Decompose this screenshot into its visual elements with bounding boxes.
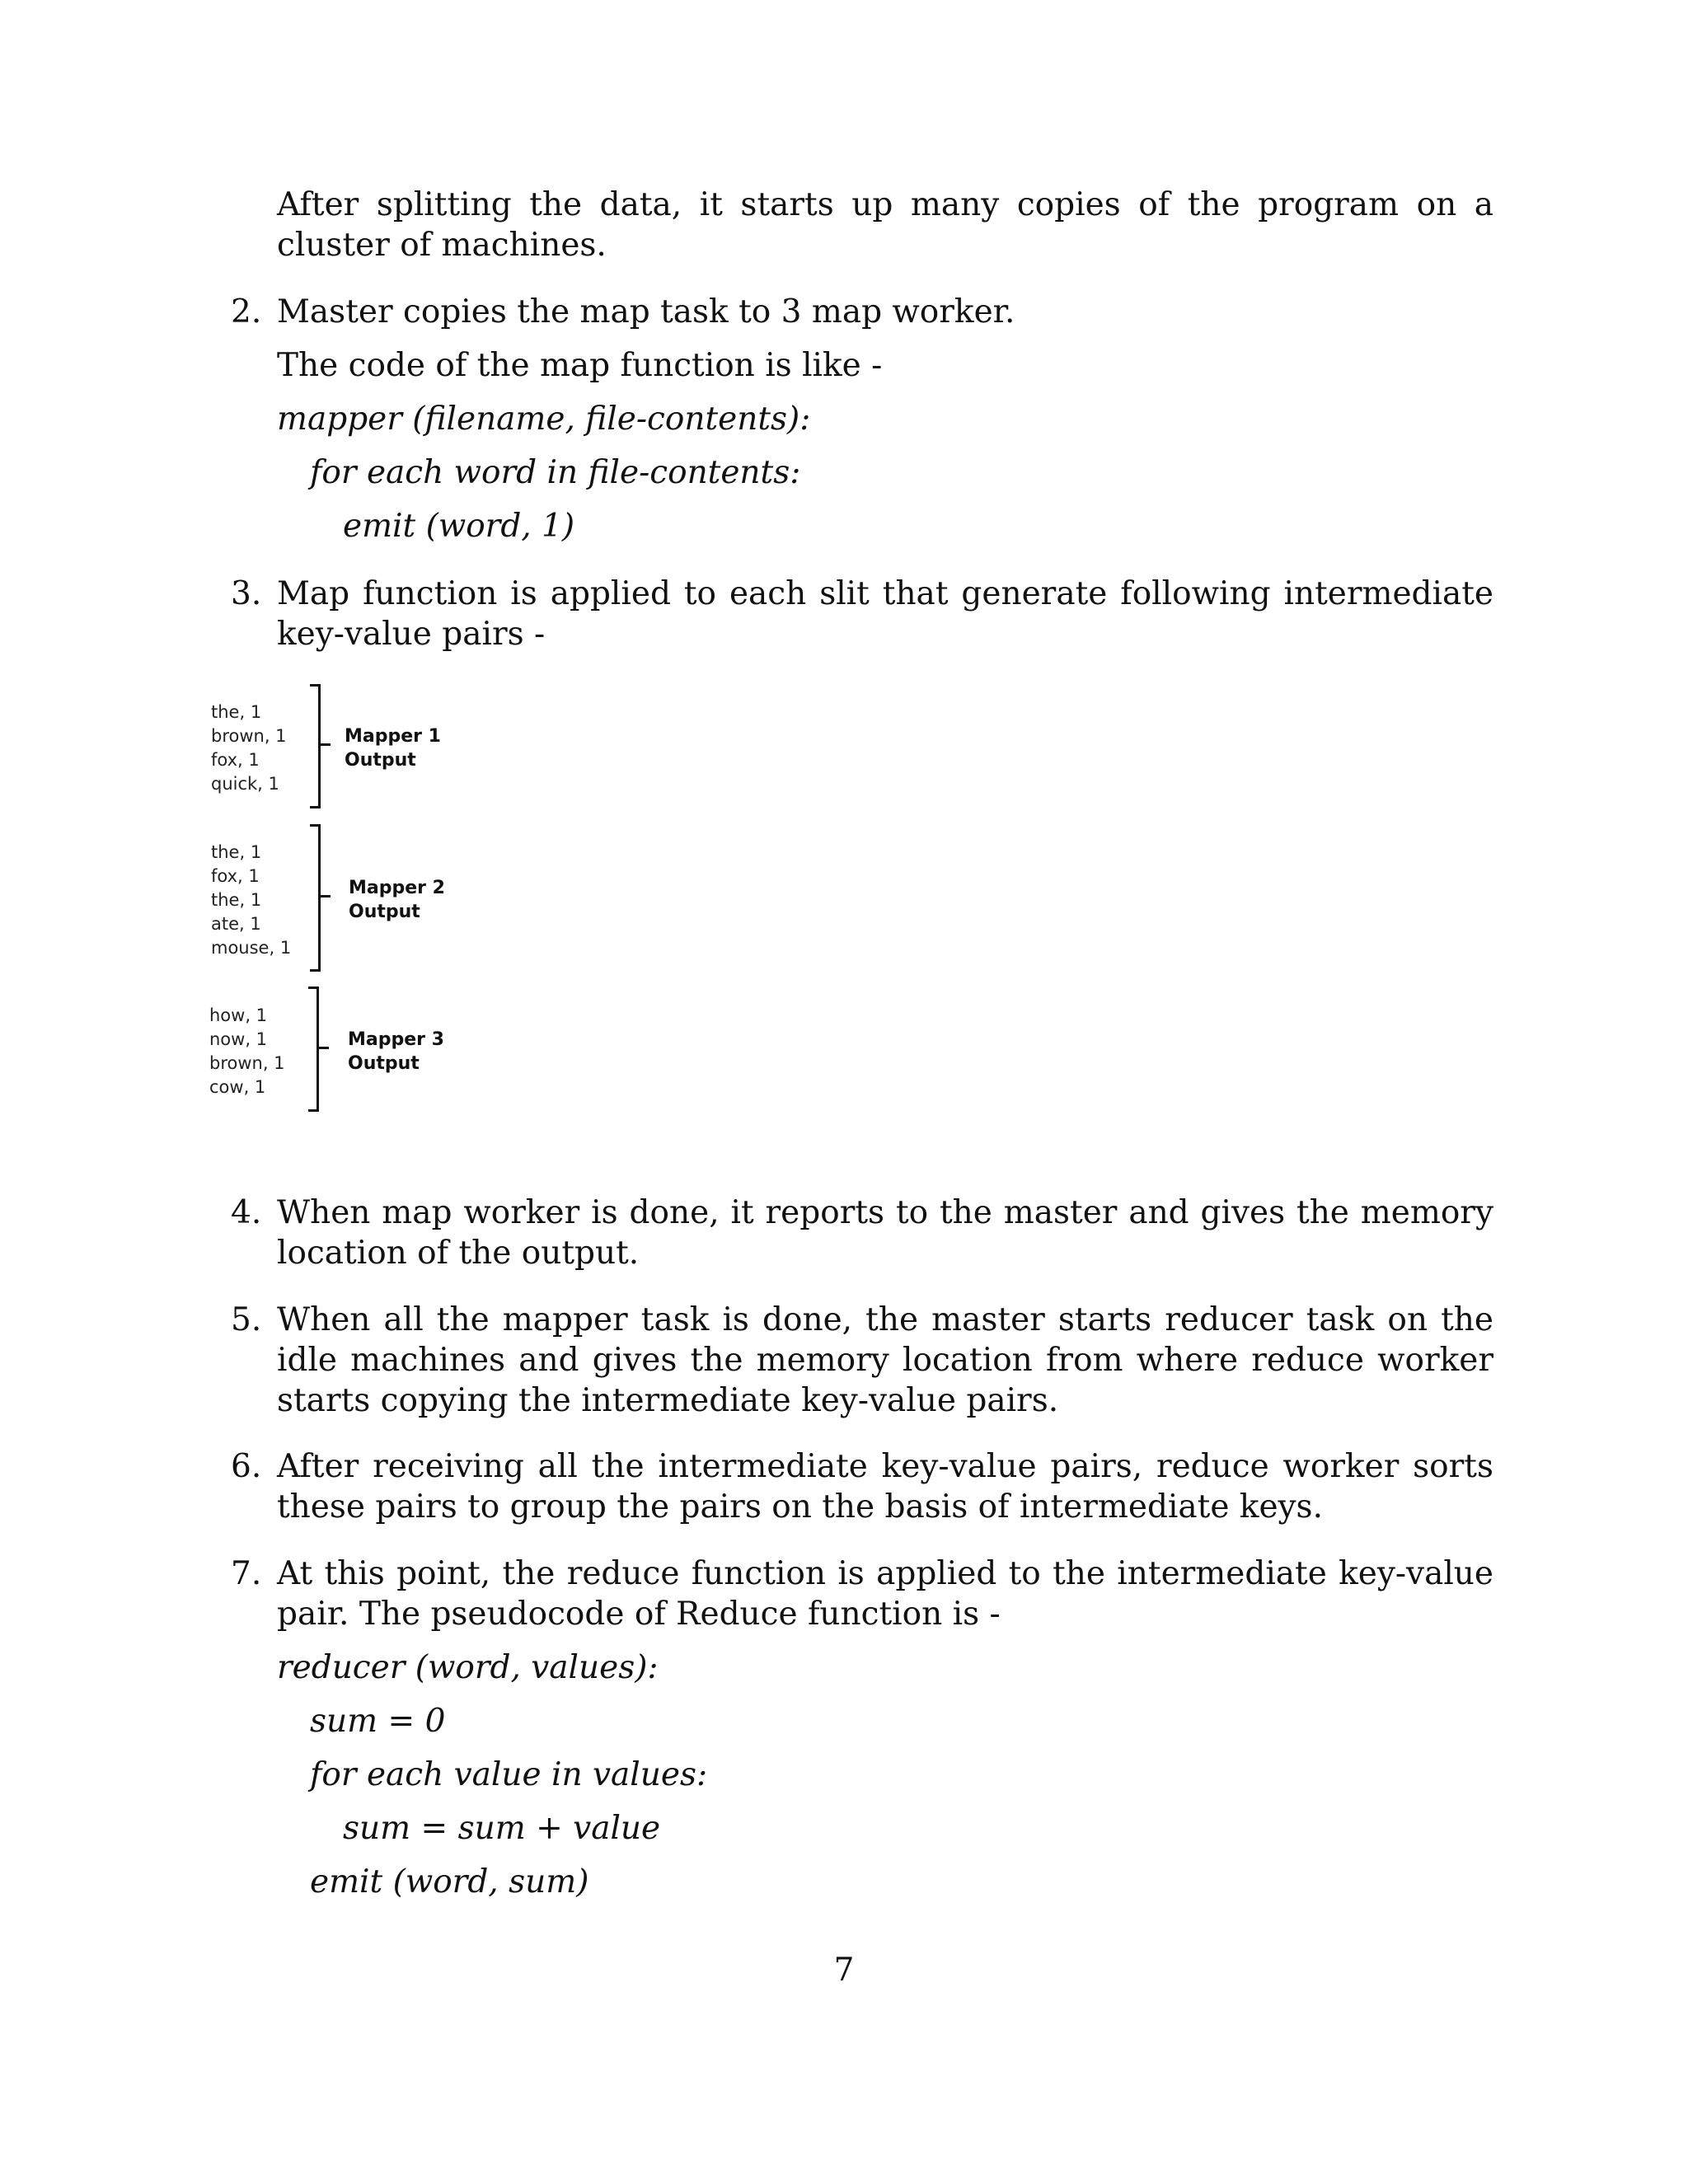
kv-pair: the, 1 (211, 890, 262, 910)
kv-pair: the, 1 (211, 842, 262, 862)
list-number: 7. (231, 1555, 262, 1592)
bracket (310, 824, 321, 972)
list-number: 2. (231, 293, 262, 330)
reducer-code-line: sum = 0 (310, 1703, 446, 1740)
page-number: 7 (833, 1952, 855, 1989)
bracket-tick (319, 1047, 329, 1049)
kv-pair: cow, 1 (209, 1077, 266, 1097)
bracket (310, 684, 321, 808)
mapper-label: Mapper 3 (348, 1029, 444, 1050)
reducer-code-line: sum = sum + value (343, 1810, 661, 1847)
mapper-code-line: emit (word, 1) (343, 508, 575, 545)
mapper-label: Mapper 2 (349, 878, 445, 898)
kv-pair: now, 1 (209, 1029, 268, 1049)
mapper-label: Output (349, 902, 420, 922)
mapper-label: Mapper 1 (345, 726, 441, 747)
list-number: 6. (231, 1448, 262, 1485)
reducer-code-line: emit (word, sum) (310, 1863, 589, 1900)
list-text: Master copies the map task to 3 map worker. (277, 293, 1015, 330)
list-number: 4. (231, 1194, 262, 1231)
mapper-code-line: for each word in file-contents: (310, 454, 801, 491)
list-number: 5. (231, 1301, 262, 1338)
mapper-3-group (198, 977, 495, 1117)
reducer-code-line: for each value in values: (310, 1756, 708, 1793)
bracket-tick (321, 743, 331, 746)
kv-pair: fox, 1 (211, 750, 260, 770)
list-text: Map function is applied to each slit that generate following intermediate key-value pairs - (277, 575, 1493, 653)
map-intro-text: The code of the map function is like - (277, 347, 883, 384)
kv-pair: brown, 1 (211, 726, 287, 746)
kv-pair: fox, 1 (211, 866, 260, 886)
mapper-1-group (198, 672, 495, 812)
mapper-label: Output (345, 750, 416, 771)
list-number: 3. (231, 575, 262, 612)
bracket-tick (321, 895, 331, 898)
list-text: When map worker is done, it reports to the master and gives the memory location of the output. (277, 1194, 1493, 1272)
kv-pair: quick, 1 (211, 774, 279, 794)
mapper-code-line: mapper (filename, file-contents): (277, 401, 811, 438)
kv-pair: the, 1 (211, 702, 262, 722)
kv-pair: mouse, 1 (211, 938, 292, 958)
reducer-code-line: reducer (word, values): (277, 1649, 659, 1686)
list-text: When all the mapper task is done, the master starts reducer task on the idle machines and gives the memory location from where reduce worker starts copying the intermediate key-value pairs. (277, 1301, 1493, 1419)
bracket (308, 987, 319, 1112)
mapper-output-diagram (198, 672, 495, 1121)
mapper-label: Output (348, 1053, 420, 1074)
list-text: After receiving all the intermediate key-value pairs, reduce worker sorts these pairs to group the pairs on the basis of intermediate keys. (277, 1448, 1493, 1526)
mapper-2-group (198, 812, 495, 977)
kv-pair: how, 1 (209, 1005, 268, 1025)
list-text: At this point, the reduce function is applied to the intermediate key-value pair. The pseudocode of Reduce function is - (277, 1555, 1493, 1633)
kv-pair: ate, 1 (211, 914, 261, 934)
intro-paragraph: After splitting the data, it starts up many copies of the program on a cluster of machines. (277, 186, 1493, 264)
kv-pair: brown, 1 (209, 1053, 285, 1073)
